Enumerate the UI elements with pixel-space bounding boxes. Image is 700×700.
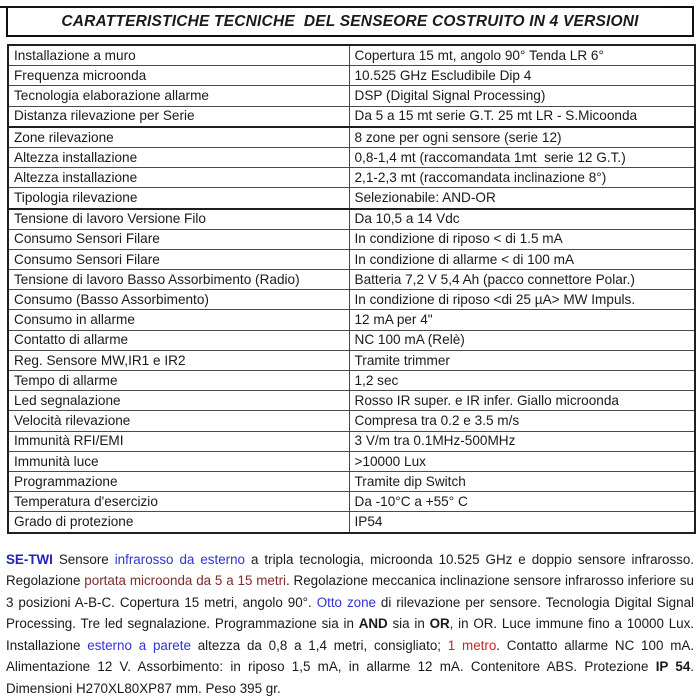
spec-label-cell: Tensione di lavoro Basso Assorbimento (Radio) [8, 270, 349, 290]
spec-row [8, 168, 695, 188]
spec-row [8, 451, 695, 471]
spec-value-cell: 10.525 GHz Escludibile Dip 4 [349, 66, 695, 86]
description-segment: a tripla tecnologia, microonda 10.525 GHz e doppio sensore infrarosso. Regolazione [6, 551, 695, 588]
spec-label-cell: Consumo Sensori Filare [8, 249, 349, 269]
spec-row [8, 66, 695, 86]
spec-label-cell: Reg. Sensore MW,IR1 e IR2 [8, 350, 349, 370]
spec-label-cell: Altezza installazione [8, 147, 349, 167]
spec-label-cell: Contatto di allarme [8, 330, 349, 350]
spec-label-cell: Immunità RFI/EMI [8, 431, 349, 451]
spec-label-cell: Consumo (Basso Assorbimento) [8, 290, 349, 310]
spec-value-cell: DSP (Digital Signal Processing) [349, 86, 695, 106]
description-segment: portata microonda da 5 a 15 metri [84, 573, 286, 588]
spec-row [8, 249, 695, 269]
spec-value-cell: 12 mA per 4" [349, 310, 695, 330]
scan-edge-artifact [0, 6, 660, 8]
description-segment: SE-TWI [6, 551, 53, 567]
spec-value-cell: >10000 Lux [349, 451, 695, 471]
description-segment: . Contatto allarme NC 100 mA. Alimentazione 12 V. Assorbimento: in riposo 1,5 mA, in allarme 12 mA. Contenitore ABS. Protezione [6, 637, 695, 674]
spec-row [8, 471, 695, 491]
description-segment: Sensore [52, 551, 115, 567]
spec-row [8, 512, 695, 533]
description-segment: esterno a parete [87, 637, 191, 653]
spec-row [8, 391, 695, 411]
description-segment: Otto zone [316, 594, 376, 610]
spec-label-cell: Tensione di lavoro Versione Filo [8, 209, 349, 230]
spec-label-cell: Tempo di allarme [8, 371, 349, 391]
spec-value-cell: Da 10,5 a 14 Vdc [349, 209, 695, 230]
spec-value-cell: Copertura 15 mt, angolo 90° Tenda LR 6° [349, 45, 695, 66]
spec-row [8, 270, 695, 290]
description-segment: sia in [387, 616, 430, 631]
spec-row [8, 371, 695, 391]
spec-row [8, 350, 695, 370]
page-title: CARATTERISTICHE TECNICHE DEL SENSEORE COSTRUITO IN 4 VERSIONI [61, 12, 639, 30]
spec-row [8, 188, 695, 209]
spec-label-cell: Tipologia rilevazione [8, 188, 349, 209]
spec-value-cell: Tramite dip Switch [349, 471, 695, 491]
description-segment: . Regolazione meccanica inclinazione sensore infrarosso inferiore su 3 posizioni A-B-C. Copertura 15 metri, angolo 90°. [6, 573, 694, 610]
spec-value-cell: In condizione di allarme < di 100 mA [349, 249, 695, 269]
spec-value-cell: NC 100 mA (Relè) [349, 330, 695, 350]
spec-label-cell: Frequenza microonda [8, 66, 349, 86]
spec-value-cell: In condizione di riposo < di 1.5 mA [349, 229, 695, 249]
spec-row [8, 86, 695, 106]
spec-value-cell: Batteria 7,2 V 5,4 Ah (pacco connettore Polar.) [349, 270, 695, 290]
spec-label-cell: Altezza installazione [8, 168, 349, 188]
spec-row [8, 147, 695, 167]
spec-label-cell: Temperatura d'esercizio [8, 492, 349, 512]
spec-value-cell: 0,8-1,4 mt (raccomandata 1mt serie 12 G.T.) [349, 147, 695, 167]
spec-value-cell: Tramite trimmer [349, 350, 695, 370]
spec-row [8, 411, 695, 431]
spec-value-cell: 3 V/m tra 0.1MHz-500MHz [349, 431, 695, 451]
description-segment: infrarosso da esterno [114, 551, 245, 567]
specifications-table [7, 44, 696, 534]
spec-row [8, 492, 695, 512]
spec-row [8, 209, 695, 230]
spec-label-cell: Tecnologia elaborazione allarme [8, 86, 349, 106]
description-segment: IP 54 [655, 659, 691, 674]
spec-label-cell: Consumo Sensori Filare [8, 229, 349, 249]
spec-value-cell: 1,2 sec [349, 371, 695, 391]
spec-label-cell: Led segnalazione [8, 391, 349, 411]
spec-value-cell: IP54 [349, 512, 695, 533]
spec-value-cell: Selezionabile: AND-OR [349, 188, 695, 209]
spec-label-cell: Programmazione [8, 471, 349, 491]
spec-row [8, 330, 695, 350]
spec-row [8, 106, 695, 127]
spec-value-cell: Da 5 a 15 mt serie G.T. 25 mt LR - S.Micoonda [349, 106, 695, 127]
spec-label-cell: Immunità luce [8, 451, 349, 471]
description-segment: . Dimensioni H270XL80XP87 mm. Peso 395 gr. [6, 659, 694, 696]
spec-value-cell: Compresa tra 0.2 e 3.5 m/s [349, 411, 695, 431]
spec-row [8, 45, 695, 66]
spec-row [8, 290, 695, 310]
description-segment: 1 metro [447, 637, 497, 653]
spec-row [8, 127, 695, 148]
description-segment: di rilevazione per sensore. Tecnologia Digital Signal Processing. Tre led segnalazione. Programmazione sia in [6, 594, 694, 631]
spec-value-cell: In condizione di riposo <di 25 µA> MW Impuls. [349, 290, 695, 310]
spec-label-cell: Distanza rilevazione per Serie [8, 106, 349, 127]
description-segment: , in OR. Luce immune fino a 10000 Lux. Installazione [6, 616, 695, 653]
description-segment: altezza da 0,8 a 1,4 metri, consigliato; [190, 637, 448, 653]
spec-value-cell: Rosso IR super. e IR infer. Giallo microonda [349, 391, 695, 411]
document-title-box [6, 6, 694, 37]
description-paragraph [6, 549, 694, 700]
spec-row [8, 431, 695, 451]
spec-row [8, 229, 695, 249]
description-segment: OR [429, 616, 450, 631]
description-segment: AND [358, 616, 388, 631]
spec-label-cell: Installazione a muro [8, 45, 349, 66]
spec-label-cell: Velocità rilevazione [8, 411, 349, 431]
spec-value-cell: 2,1-2,3 mt (raccomandata inclinazione 8°) [349, 168, 695, 188]
spec-label-cell: Consumo in allarme [8, 310, 349, 330]
spec-label-cell: Zone rilevazione [8, 127, 349, 148]
spec-value-cell: Da -10°C a +55° C [349, 492, 695, 512]
spec-label-cell: Grado di protezione [8, 512, 349, 533]
spec-row [8, 310, 695, 330]
spec-value-cell: 8 zone per ogni sensore (serie 12) [349, 127, 695, 148]
